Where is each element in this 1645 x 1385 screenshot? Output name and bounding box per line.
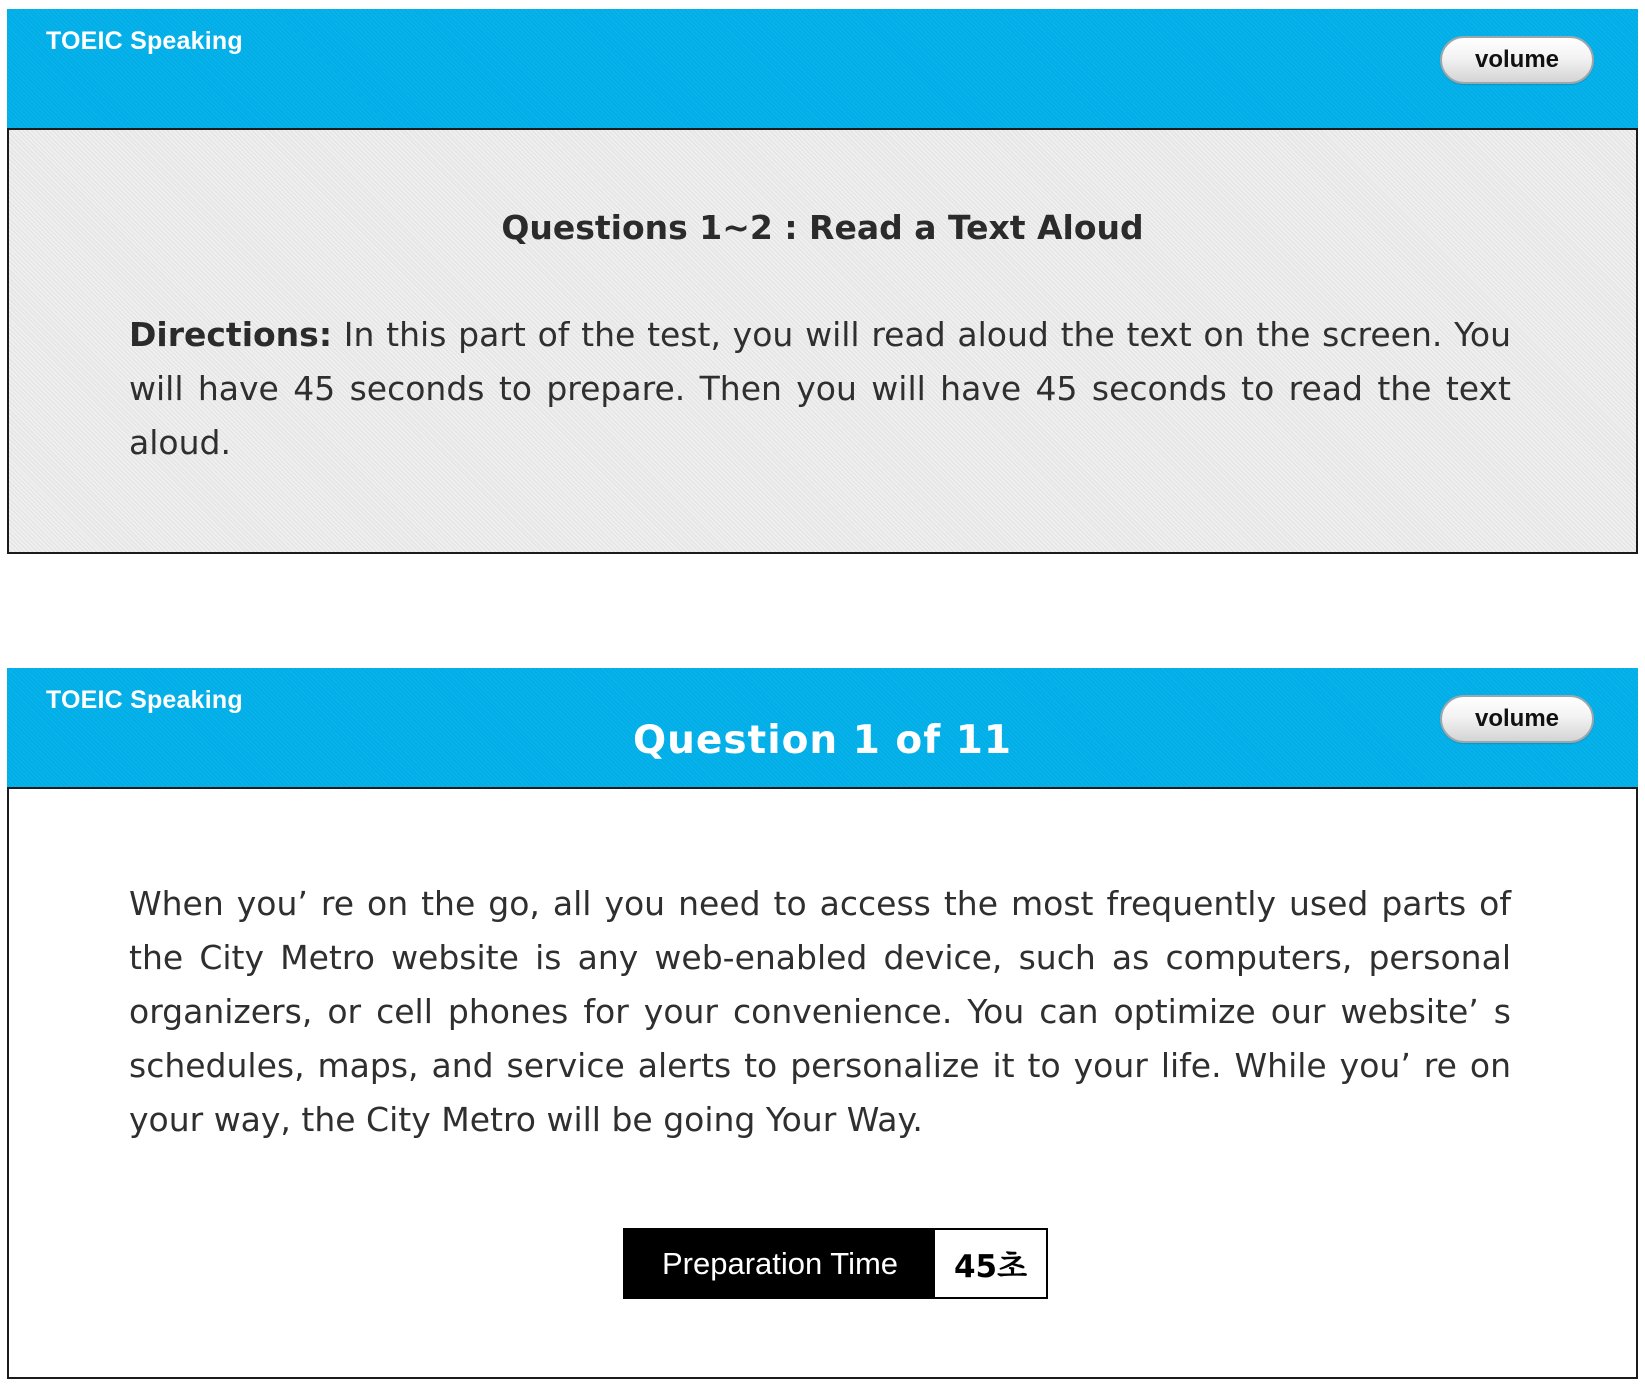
directions-lead: Directions: — [129, 315, 333, 354]
brand-title: TOEIC Speaking — [46, 27, 243, 55]
reading-passage: When you’ re on the go, all you need to access the most frequently used parts of the City Metro website is any web-enabled device, such as computers, personal organizers, or cell phones for your convenience. You can optimize our website’ s schedules, maps, and service alerts to personalize it to your life. While you’ re on your way, the City Metro will be going Your Way. — [129, 884, 1511, 1139]
timer-label: Preparation Time — [625, 1230, 935, 1297]
brand-title: TOEIC Speaking — [46, 686, 243, 714]
timer-value: 45초 — [935, 1230, 1046, 1297]
header-bar — [7, 668, 1638, 789]
volume-button[interactable]: volume — [1440, 695, 1594, 743]
directions-paragraph — [129, 308, 1511, 470]
directions-screen — [7, 9, 1638, 554]
question-number-title: Question 1 of 11 — [632, 718, 1013, 763]
directions-text: In this part of the test, you will read aloud the text on the screen. You will have 45 seconds to prepare. Then you will have 45 seconds to read the text aloud. — [129, 315, 1511, 462]
question-screen — [7, 668, 1638, 1379]
volume-button[interactable]: volume — [1440, 36, 1594, 84]
section-title: Questions 1~2 : Read a Text Aloud — [501, 208, 1144, 247]
directions-body — [7, 130, 1638, 554]
question-body — [7, 789, 1638, 1379]
preparation-timer — [623, 1228, 1048, 1299]
header-bar — [7, 9, 1638, 130]
